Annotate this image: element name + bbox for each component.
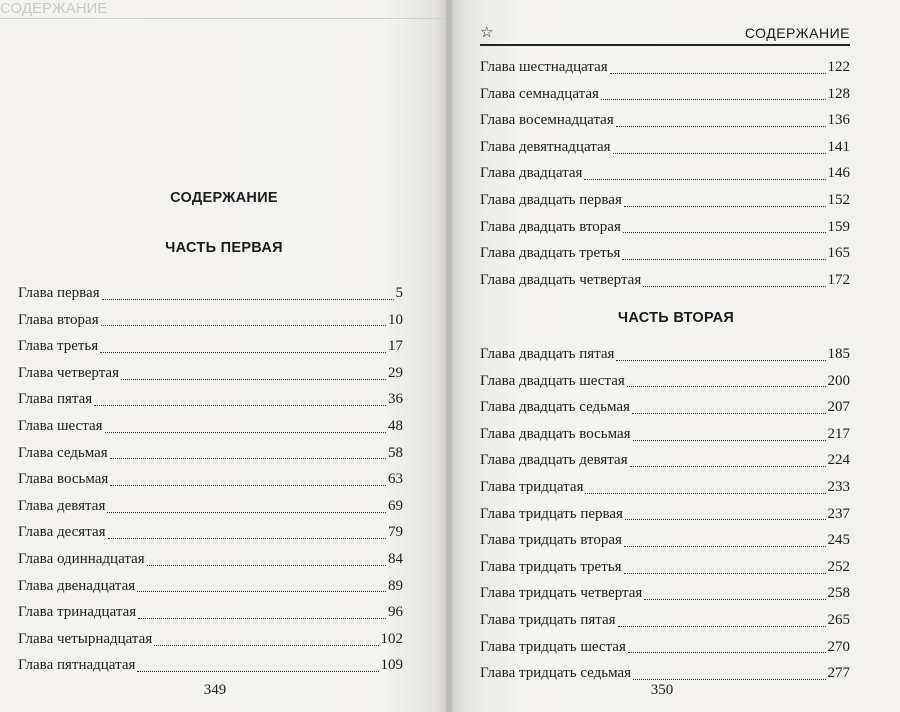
chapter-page-number: 122 bbox=[827, 59, 850, 75]
dot-leader bbox=[101, 325, 386, 326]
faint-running-head-text: СОДЕРЖАНИЕ bbox=[0, 0, 108, 17]
chapter-title: Глава двадцатая bbox=[480, 165, 583, 182]
chapter-title: Глава третья bbox=[18, 338, 99, 355]
dot-leader bbox=[633, 679, 825, 680]
chapter-page-number: 36 bbox=[388, 391, 403, 408]
dot-leader bbox=[624, 546, 826, 547]
toc-entry bbox=[480, 554, 850, 581]
dot-leader bbox=[154, 645, 378, 646]
chapter-page-number: 165 bbox=[827, 245, 850, 262]
chapter-page-number: 233 bbox=[827, 478, 850, 495]
chapter-page-number: 224 bbox=[827, 452, 850, 469]
chapter-title: Глава двадцать седьмая bbox=[480, 399, 630, 416]
toc-entry bbox=[480, 421, 850, 448]
chapter-page-number: 146 bbox=[827, 165, 850, 182]
dot-leader bbox=[624, 573, 826, 574]
dot-leader bbox=[105, 432, 386, 433]
chapter-page-number: 270 bbox=[827, 638, 850, 655]
part-two-title: ЧАСТЬ ВТОРАЯ bbox=[617, 310, 735, 326]
chapter-page-number: 69 bbox=[388, 497, 403, 514]
toc-list-part-two bbox=[480, 341, 850, 687]
dot-leader bbox=[616, 360, 825, 361]
dot-leader bbox=[628, 652, 826, 653]
dot-leader bbox=[643, 286, 825, 287]
toc-entry bbox=[18, 307, 403, 334]
star-icon: ☆ bbox=[480, 25, 494, 41]
chapter-title: Глава седьмая bbox=[18, 444, 108, 461]
toc-entry bbox=[18, 280, 403, 307]
toc-entry bbox=[480, 447, 850, 474]
dot-leader bbox=[107, 512, 386, 513]
chapter-title: Глава вторая bbox=[18, 311, 99, 328]
dot-leader bbox=[616, 126, 826, 127]
chapter-page-number: 79 bbox=[388, 524, 403, 541]
toc-entry bbox=[480, 394, 850, 421]
toc-entry bbox=[480, 81, 850, 108]
toc-entry bbox=[18, 573, 403, 600]
dot-leader bbox=[147, 565, 386, 566]
dot-leader bbox=[630, 466, 826, 467]
toc-entry bbox=[18, 466, 403, 493]
dot-leader bbox=[633, 440, 826, 441]
toc-entry bbox=[480, 501, 850, 528]
dot-leader bbox=[110, 458, 386, 459]
chapter-page-number: 17 bbox=[388, 338, 403, 355]
dot-leader bbox=[613, 153, 826, 154]
toc-entry bbox=[480, 607, 850, 634]
dot-leader bbox=[585, 493, 825, 494]
dot-leader bbox=[610, 73, 826, 74]
chapter-page-number: 48 bbox=[388, 417, 403, 434]
part-one-title: ЧАСТЬ ПЕРВАЯ bbox=[165, 240, 283, 256]
toc-entry bbox=[480, 107, 850, 134]
toc-entry bbox=[480, 160, 850, 187]
dot-leader bbox=[624, 206, 826, 207]
chapter-title: Глава двадцать девятая bbox=[480, 452, 628, 469]
dot-leader bbox=[94, 405, 386, 406]
dot-leader bbox=[102, 299, 394, 300]
chapter-title: Глава шестнадцатая bbox=[480, 59, 608, 75]
toc-entry bbox=[480, 368, 850, 395]
chapter-page-number: 89 bbox=[388, 577, 403, 594]
dot-leader bbox=[137, 671, 378, 672]
chapter-title: Глава девятая bbox=[18, 497, 106, 514]
chapter-title: Глава двадцать четвертая bbox=[480, 271, 642, 288]
dot-leader bbox=[584, 179, 825, 180]
chapter-title: Глава тридцать шестая bbox=[480, 638, 626, 655]
toc-entry bbox=[18, 652, 403, 679]
chapter-page-number: 109 bbox=[380, 657, 403, 674]
toc-entry bbox=[480, 527, 850, 554]
chapter-page-number: 152 bbox=[827, 191, 850, 208]
page-number-right: 350 bbox=[650, 682, 674, 698]
chapter-title: Глава двенадцатая bbox=[18, 577, 136, 594]
dot-leader bbox=[601, 99, 826, 100]
page-number-left: 349 bbox=[203, 682, 227, 698]
toc-list-part-one bbox=[18, 280, 403, 679]
chapter-page-number: 217 bbox=[827, 425, 850, 442]
dot-leader bbox=[623, 232, 826, 233]
running-head bbox=[480, 22, 850, 46]
toc-entry bbox=[18, 333, 403, 360]
chapter-page-number: 128 bbox=[827, 85, 850, 102]
chapter-page-number: 245 bbox=[827, 532, 850, 549]
chapter-title: Глава восьмая bbox=[18, 471, 109, 488]
chapter-title: Глава тридцать вторая bbox=[480, 532, 622, 549]
faint-running-head bbox=[0, 0, 448, 19]
chapter-page-number: 29 bbox=[388, 364, 403, 381]
toc-entry bbox=[18, 519, 403, 546]
chapter-page-number: 237 bbox=[827, 505, 850, 522]
chapter-page-number: 172 bbox=[827, 271, 850, 288]
chapter-page-number: 5 bbox=[395, 285, 403, 301]
chapter-title: Глава четвертая bbox=[18, 364, 119, 381]
toc-entry bbox=[480, 580, 850, 607]
chapter-page-number: 200 bbox=[827, 372, 850, 389]
toc-entry bbox=[18, 493, 403, 520]
chapter-page-number: 58 bbox=[388, 444, 403, 461]
toc-entry bbox=[480, 267, 850, 294]
chapter-title: Глава двадцать вторая bbox=[480, 218, 621, 235]
chapter-title: Глава двадцать шестая bbox=[480, 372, 625, 389]
toc-entry bbox=[480, 341, 850, 368]
chapter-page-number: 207 bbox=[827, 399, 850, 416]
toc-entry bbox=[18, 626, 403, 653]
chapter-title: Глава тридцать пятая bbox=[480, 611, 616, 628]
chapter-title: Глава тридцать первая bbox=[480, 505, 623, 522]
toc-entry bbox=[480, 134, 850, 161]
chapter-title: Глава шестая bbox=[18, 417, 103, 434]
chapter-title: Глава тридцать третья bbox=[480, 558, 622, 575]
toc-list-part-one-continued bbox=[480, 54, 850, 293]
chapter-page-number: 265 bbox=[827, 611, 850, 628]
chapter-page-number: 185 bbox=[827, 346, 850, 362]
chapter-page-number: 159 bbox=[827, 218, 850, 235]
chapter-title: Глава восемнадцатая bbox=[480, 112, 614, 129]
chapter-title: Глава тридцать четвертая bbox=[480, 585, 643, 602]
chapter-title: Глава семнадцатая bbox=[480, 85, 599, 102]
chapter-title: Глава первая bbox=[18, 285, 100, 301]
chapter-title: Глава девятнадцатая bbox=[480, 138, 611, 155]
chapter-title: Глава тридцатая bbox=[480, 478, 584, 495]
chapter-page-number: 96 bbox=[388, 604, 403, 621]
dot-leader bbox=[100, 352, 386, 353]
toc-entry bbox=[480, 634, 850, 661]
chapter-title: Глава четырнадцатая bbox=[18, 630, 153, 647]
toc-entry bbox=[18, 386, 403, 413]
dot-leader bbox=[108, 538, 387, 539]
chapter-title: Глава тридцать седьмая bbox=[480, 665, 632, 682]
dot-leader bbox=[627, 386, 826, 387]
toc-entry bbox=[480, 240, 850, 267]
chapter-title: Глава пятнадцатая bbox=[18, 657, 136, 674]
chapter-title: Глава двадцать восьмая bbox=[480, 425, 631, 442]
toc-entry bbox=[480, 214, 850, 241]
dot-leader bbox=[618, 626, 826, 627]
chapter-page-number: 252 bbox=[827, 558, 850, 575]
dot-leader bbox=[138, 618, 386, 619]
chapter-title: Глава пятая bbox=[18, 391, 93, 408]
chapter-title: Глава одиннадцатая bbox=[18, 550, 145, 567]
chapter-title: Глава двадцать третья bbox=[480, 245, 621, 262]
chapter-page-number: 63 bbox=[388, 471, 403, 488]
toc-entry bbox=[18, 360, 403, 387]
toc-entry bbox=[18, 413, 403, 440]
chapter-page-number: 277 bbox=[827, 665, 850, 682]
chapter-title: Глава двадцать первая bbox=[480, 191, 622, 208]
toc-entry bbox=[480, 187, 850, 214]
chapter-page-number: 136 bbox=[827, 112, 850, 129]
dot-leader bbox=[632, 413, 826, 414]
chapter-page-number: 258 bbox=[827, 585, 850, 602]
chapter-page-number: 102 bbox=[380, 630, 403, 647]
dot-leader bbox=[137, 591, 386, 592]
dot-leader bbox=[121, 379, 386, 380]
chapter-title: Глава тринадцатая bbox=[18, 604, 137, 621]
chapter-page-number: 84 bbox=[388, 550, 403, 567]
toc-entry bbox=[18, 440, 403, 467]
chapter-title: Глава двадцать пятая bbox=[480, 346, 615, 362]
chapter-page-number: 141 bbox=[827, 138, 850, 155]
running-head-title: СОДЕРЖАНИЕ bbox=[744, 25, 850, 41]
chapter-title: Глава десятая bbox=[18, 524, 106, 541]
dot-leader bbox=[622, 259, 825, 260]
toc-entry bbox=[18, 546, 403, 573]
dot-leader bbox=[625, 519, 826, 520]
toc-entry bbox=[18, 599, 403, 626]
dot-leader bbox=[644, 599, 825, 600]
toc-entry bbox=[480, 474, 850, 501]
toc-entry bbox=[480, 54, 850, 81]
dot-leader bbox=[110, 485, 386, 486]
contents-title: СОДЕРЖАНИЕ bbox=[170, 190, 278, 206]
chapter-page-number: 10 bbox=[388, 311, 403, 328]
left-page bbox=[0, 0, 448, 712]
